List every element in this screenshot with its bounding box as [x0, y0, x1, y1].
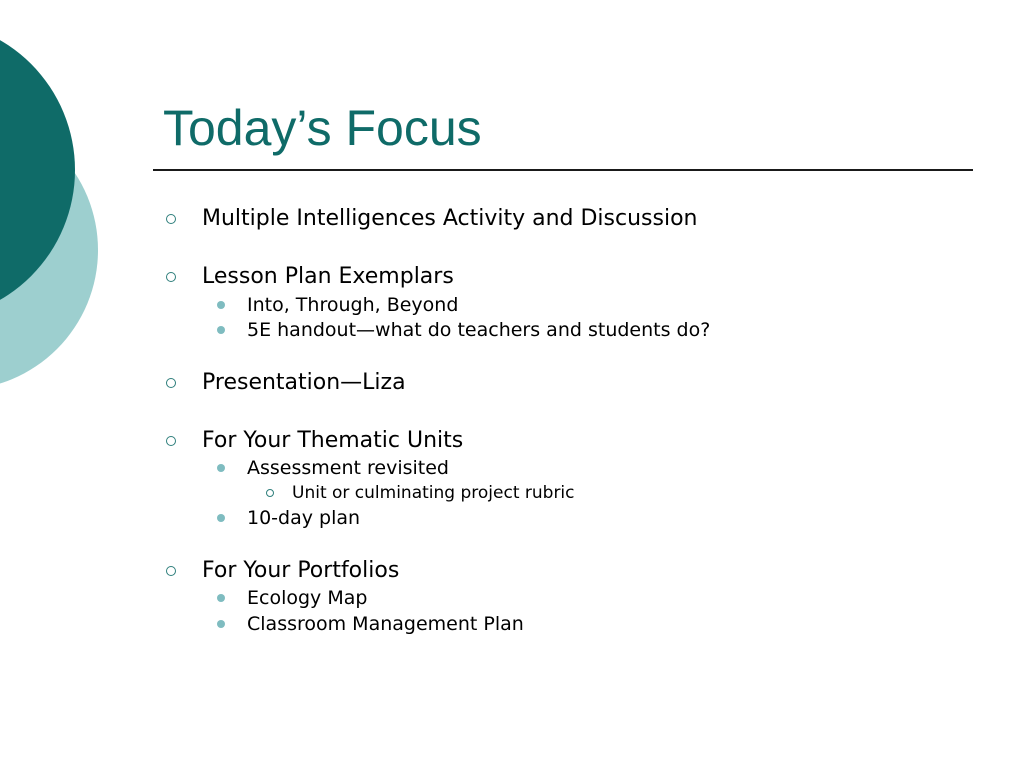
- dot-bullet-icon: [217, 514, 225, 522]
- dot-bullet-icon: [217, 620, 225, 628]
- sub-item-10-day-plan: 10-day plan: [247, 507, 361, 529]
- sub-sub-item-project-rubric: Unit or culminating project rubric: [292, 483, 575, 503]
- bullet-item-portfolios: For Your Portfolios: [202, 558, 400, 583]
- title-divider: [153, 169, 973, 171]
- bullet-item-multiple-intelligences: Multiple Intelligences Activity and Discussion: [202, 206, 698, 231]
- bullet-item-thematic-units: For Your Thematic Units: [202, 428, 464, 453]
- ring-bullet-icon: [166, 566, 176, 576]
- bullet-item-lesson-plan-exemplars: Lesson Plan Exemplars: [202, 264, 454, 289]
- dot-bullet-icon: [217, 301, 225, 309]
- sub-item-into-through-beyond: Into, Through, Beyond: [247, 294, 459, 316]
- sub-item-classroom-management-plan: Classroom Management Plan: [247, 613, 524, 635]
- dot-bullet-icon: [217, 326, 225, 334]
- dot-bullet-icon: [217, 594, 225, 602]
- decorative-circles: [0, 0, 110, 410]
- dot-bullet-icon: [217, 464, 225, 472]
- ring-bullet-icon: [166, 436, 176, 446]
- ring-bullet-icon: [166, 272, 176, 282]
- ring-bullet-small-icon: [266, 489, 274, 497]
- sub-item-assessment-revisited: Assessment revisited: [247, 457, 449, 479]
- slide-title: Today’s Focus: [163, 100, 482, 156]
- sub-item-ecology-map: Ecology Map: [247, 587, 368, 609]
- bullet-item-presentation: Presentation—Liza: [202, 370, 406, 395]
- ring-bullet-icon: [166, 378, 176, 388]
- sub-item-5e-handout: 5E handout—what do teachers and students do?: [247, 319, 711, 341]
- ring-bullet-icon: [166, 214, 176, 224]
